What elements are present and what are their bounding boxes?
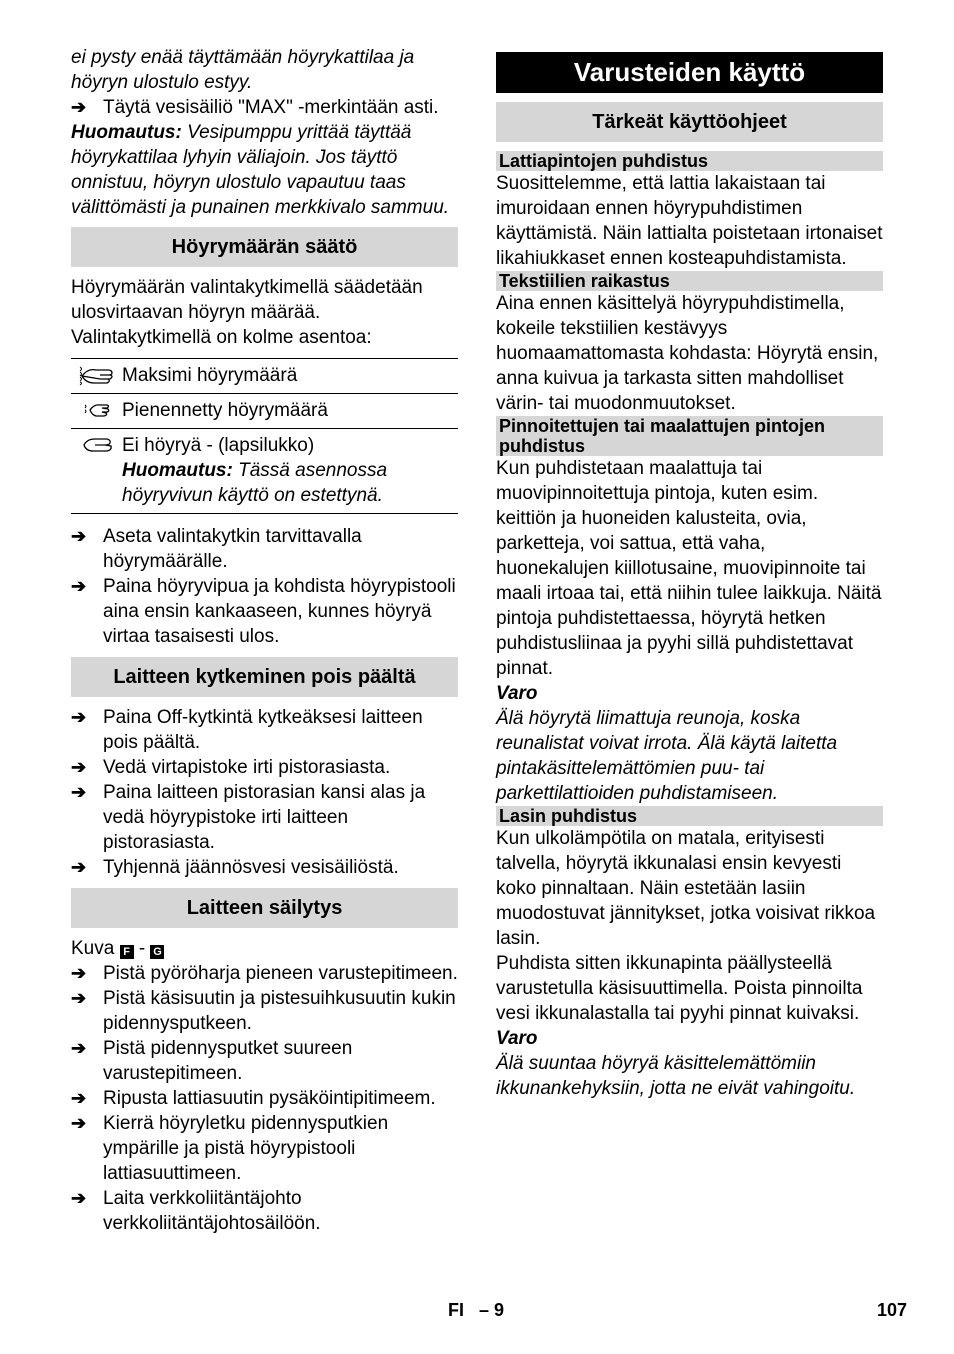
list-item: ➔ Paina laitteen pistorasian kansi alas ja vedä höyrypistoke irti laitteen pistorasiasta. xyxy=(71,782,426,853)
glass-heading: Lasin puhdistus xyxy=(496,806,883,826)
steam-setting-table xyxy=(71,358,458,514)
list-item: ➔ Paina höyryvipua ja kohdista höyrypistooli aina ensin kankaaseen, kunnes höyryä virtaa tasaisesti ulos. xyxy=(71,576,456,647)
steam-row-max: Maksimi höyrymäärä xyxy=(71,359,458,394)
arrow-icon: ➔ xyxy=(71,757,87,777)
note-paragraph xyxy=(71,120,458,220)
textile-text: Aina ennen käsittelyä höyrypuhdistimella, kokeile tekstiilien kestävyys huomaamattomasta kohdasta: Höyrytä ensin, anna kuivua ja tarkasta sitten mahdolliset värin- tai muodonmuutokset. xyxy=(496,293,879,414)
list-item: ➔ Pistä pidennysputket suureen varustepitimeen. xyxy=(71,1038,353,1084)
arrow-icon: ➔ xyxy=(71,526,87,546)
steam-intro: Höyrymäärän valintakytkimellä säädetään ulosvirtaavan höyryn määrää. Valintakytkimellä on kolme asentoa: xyxy=(71,277,423,348)
arrow-icon: ➔ xyxy=(71,857,87,877)
arrow-icon: ➔ xyxy=(71,1113,87,1133)
arrow-icon: ➔ xyxy=(71,576,87,596)
list-item: ➔ Aseta valintakytkin tarvittavalla höyrymäärälle. xyxy=(71,526,362,572)
glass-text-1: Kun ulkolämpötila on matala, erityisesti talvella, höyrytä ikkunalasi ensin kevyesti koko pinnaltaan. Näin estetään lasiin muodostuvat jännitykset, jotka voisivat rikkoa lasin. xyxy=(496,828,876,949)
coated-warning-label: Varo xyxy=(496,683,538,704)
steam-row-none-label: Ei höyryä - (lapsilukko) xyxy=(122,435,315,456)
list-item: ➔ Laita verkkoliitäntäjohto verkkoliitäntäjohtosäilöön. xyxy=(71,1188,321,1234)
steam-row-reduced: Pienennetty höyrymäärä xyxy=(71,394,458,429)
intro-line-1: ei pysty enää täyttämään höyrykattilaa ja xyxy=(71,47,415,68)
arrow-icon: ➔ xyxy=(71,1188,87,1208)
steam-row-none xyxy=(71,429,458,514)
list-item: ➔ Pistä pyöröharja pieneen varustepitimeen. xyxy=(71,963,458,984)
no-steam-icon xyxy=(71,433,122,508)
steam-row-note-label: Huomautus: xyxy=(122,460,233,481)
coated-text: Kun puhdistetaan maalattuja tai muovipinnoitettuja pintoja, kuten esim. keittiön ja huoneiden kalusteita, ovia, parketteja, voi sattua, että vaha, huonekalujen kiillotusaine, muovipinnoite tai maali irtoaa tai, että niihin tulee laikkuja. Näitä pintoja puhdistettaessa, höyrytä hetken puhdistusliinaa ja pyyhi sillä puhdistettavat pinnat. xyxy=(496,458,882,679)
max-steam-icon xyxy=(71,363,122,388)
list-item: ➔ Vedä virtapistoke irti pistorasiasta. xyxy=(71,757,391,778)
glass-text-2: Puhdista sitten ikkunapinta päällysteellä varustetulla käsisuuttimella. Poista pinnoilta vesi ikkunalastalla tai pyyhi pinnat kuivaksi. xyxy=(496,953,863,1024)
figure-reference: Kuva F - G xyxy=(71,936,458,961)
note-text: Vesipumppu yrittää täyttää höyrykattilaa lyhyin väliajoin. Jos täyttö onnistuu, höyryn ulostulo vapautuu taas välittömästi ja punainen merkkivalo sammuu. xyxy=(71,122,450,218)
figure-label-box: F xyxy=(120,945,134,959)
footer-page-number: 107 xyxy=(877,1300,908,1320)
glass-warning-label: Varo xyxy=(496,1028,538,1049)
arrow-icon: ➔ xyxy=(71,97,87,117)
left-column xyxy=(71,45,458,1236)
list-item: ➔ Paina Off-kytkintä kytkeäksesi laitteen pois päältä. xyxy=(71,707,423,753)
storage-heading: Laitteen säilytys xyxy=(71,888,458,928)
note-label: Huomautus: xyxy=(71,122,182,143)
fill-step: ➔ Täytä vesisäiliö "MAX" -merkintään asti. xyxy=(71,97,439,118)
right-column xyxy=(496,45,883,1101)
page-title: Varusteiden käyttö xyxy=(496,52,883,93)
arrow-icon: ➔ xyxy=(71,707,87,727)
floor-text: Suosittelemme, että lattia lakaistaan tai imuroidaan ennen höyrypuhdistimen käyttämistä. Näin lattialta poistetaan irtonaiset likahiukkaset ennen kosteapuhdistamista. xyxy=(496,173,883,269)
list-item: ➔ Kierrä höyryletku pidennysputkien ympärille ja pistä höyrypistooli lattiasuuttimeen. xyxy=(71,1113,389,1184)
glass-warning-text: Älä suuntaa höyryä käsittelemättömiin ikkunankehyksiin, jotta ne eivät vahingoitu. xyxy=(496,1053,856,1099)
arrow-icon: ➔ xyxy=(71,988,87,1008)
coated-warning-text: Älä höyrytä liimattuja reunoja, koska reunalistat voivat irrota. Älä käytä laitetta pintakäsittelemättömien puu- tai parkettilattioiden puhdistamiseen. xyxy=(496,708,838,804)
floor-heading: Lattiapintojen puhdistus xyxy=(496,151,883,171)
arrow-icon: ➔ xyxy=(71,1088,87,1108)
textile-heading: Tekstiilien raikastus xyxy=(496,271,883,291)
list-item: ➔ Ripusta lattiasuutin pysäköintipitimeem. xyxy=(71,1088,436,1109)
off-heading: Laitteen kytkeminen pois päältä xyxy=(71,657,458,697)
arrow-icon: ➔ xyxy=(71,963,87,983)
list-item: ➔ Tyhjennä jäännösvesi vesisäiliöstä. xyxy=(71,857,399,878)
figure-label-box: G xyxy=(150,945,164,959)
list-item: ➔ Pistä käsisuutin ja pistesuihkusuutin kukin pidennysputkeen. xyxy=(71,988,456,1034)
section-subtitle: Tärkeät käyttöohjeet xyxy=(496,102,883,142)
coated-heading: Pinnoitettujen tai maalattujen pintojen puhdistus xyxy=(496,416,883,456)
steam-heading: Höyrymäärän säätö xyxy=(71,227,458,267)
reduced-steam-icon xyxy=(71,398,122,423)
footer-language-page: FI – 9 xyxy=(448,1300,505,1320)
arrow-icon: ➔ xyxy=(71,782,87,802)
intro-line-2: höyryn ulostulo estyy. xyxy=(71,72,253,93)
steam-row-note-text: Tässä asennossa höyryvivun käyttö on estettynä. xyxy=(122,460,388,506)
arrow-icon: ➔ xyxy=(71,1038,87,1058)
